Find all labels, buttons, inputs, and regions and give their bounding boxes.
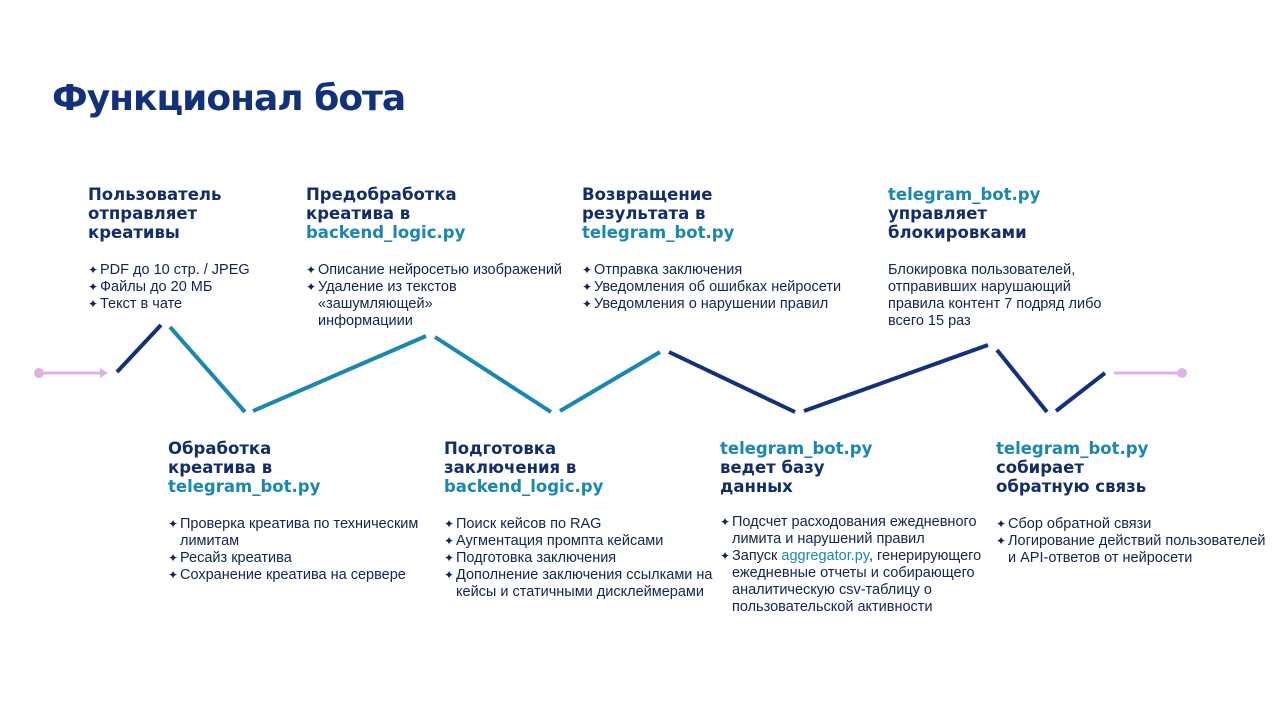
step-heading: Возвращение результата в telegram_bot.py [582,185,735,242]
step-description: Блокировка пользователей, отправивших нарушающий правила контент 7 подряд либо всего 15 раз [888,262,1102,329]
star-bullet-icon: ✦ [444,534,455,548]
step-return-result [582,185,862,313]
seg-8 [997,350,1047,412]
star-bullet-icon: ✦ [444,517,455,531]
star-bullet-icon: ✦ [168,551,179,565]
seg-4 [435,337,551,412]
list-item: ✦ Аугментация промпта кейсами [444,533,664,549]
step-heading: telegram_bot.py собирает обратную связь [996,439,1149,496]
list-item: ✦ Проверка креатива по техническим лимитам [168,516,419,549]
seg-1 [117,325,161,372]
step-heading: Подготовка заключения в backend_logic.py [444,439,604,496]
list-item: ✦ Ресайз креатива [168,550,292,566]
list-item: ✦ Дополнение заключения ссылками на кейсы и статичными дисклеймерами [444,567,713,600]
star-bullet-icon: ✦ [720,515,731,529]
seg-9 [1056,373,1105,411]
star-bullet-icon: ✦ [168,568,179,582]
step-heading: telegram_bot.py ведет базу данных [720,439,873,496]
step-heading: Предобработка креатива в backend_logic.py [306,185,466,242]
list-item: ✦ Отправка заключения [582,262,743,278]
star-bullet-icon: ✦ [88,263,99,277]
star-bullet-icon: ✦ [720,549,731,563]
start-arrow-head [100,368,108,378]
step-heading: Пользователь отправляет креативы [88,185,222,242]
step-preprocessing-backend [306,185,576,330]
star-bullet-icon: ✦ [444,551,455,565]
page-title: Функционал бота [52,78,406,119]
list-item: ✦ Уведомления об ошибках нейросети [582,279,842,295]
step-processing-telegram [168,439,428,584]
star-bullet-icon: ✦ [168,517,179,531]
list-item: ✦ Запуск aggregator.py, генерирующего ежедневные отчеты и собирающего аналитическую csv-таблицу о пользовательской активности [720,548,982,615]
list-item: ✦ Сбор обратной связи [996,516,1152,532]
seg-2 [170,327,245,412]
step-feedback [996,439,1271,567]
list-item: ✦ Уведомления о нарушении правил [582,296,829,312]
star-bullet-icon: ✦ [996,517,1007,531]
seg-5 [560,352,660,411]
star-bullet-icon: ✦ [306,263,317,277]
star-bullet-icon: ✦ [582,297,593,311]
star-bullet-icon: ✦ [88,297,99,311]
star-bullet-icon: ✦ [996,534,1007,548]
step-database [720,439,985,616]
step-heading: Обработка креатива в telegram_bot.py [168,439,321,496]
step-heading: telegram_bot.py управляет блокировками [888,185,1041,242]
step-user-sends [88,185,298,313]
list-item: ✦ Поиск кейсов по RAG [444,516,602,532]
star-bullet-icon: ✦ [306,280,317,294]
list-item: ✦ Удаление из текстов «зашумляющей» информациии [306,279,457,329]
end-dot [1177,368,1187,378]
star-bullet-icon: ✦ [88,280,99,294]
step-blocking [888,185,1113,330]
star-bullet-icon: ✦ [444,568,455,582]
seg-3 [253,336,426,411]
list-item: ✦ Логирование действий пользователей и API-ответов от нейросети [996,533,1266,566]
list-item: ✦ Подсчет расходования ежедневного лимита и нарушений правил [720,514,977,547]
seg-6 [669,352,795,412]
list-item: ✦ Сохранение креатива на сервере [168,567,406,583]
list-item: ✦ Подготовка заключения [444,550,617,566]
start-dot [34,368,44,378]
star-bullet-icon: ✦ [582,263,593,277]
list-item: ✦ Файлы до 20 МБ [88,279,213,295]
aggregator-link: aggregator.py [781,548,869,564]
list-item: ✦ Текст в чате [88,296,183,312]
list-item: ✦ Описание нейросетью изображений [306,262,563,278]
star-bullet-icon: ✦ [582,280,593,294]
seg-7 [804,345,988,411]
list-item: ✦ PDF до 10 стр. / JPEG [88,262,250,278]
step-conclusion-backend [444,439,714,601]
